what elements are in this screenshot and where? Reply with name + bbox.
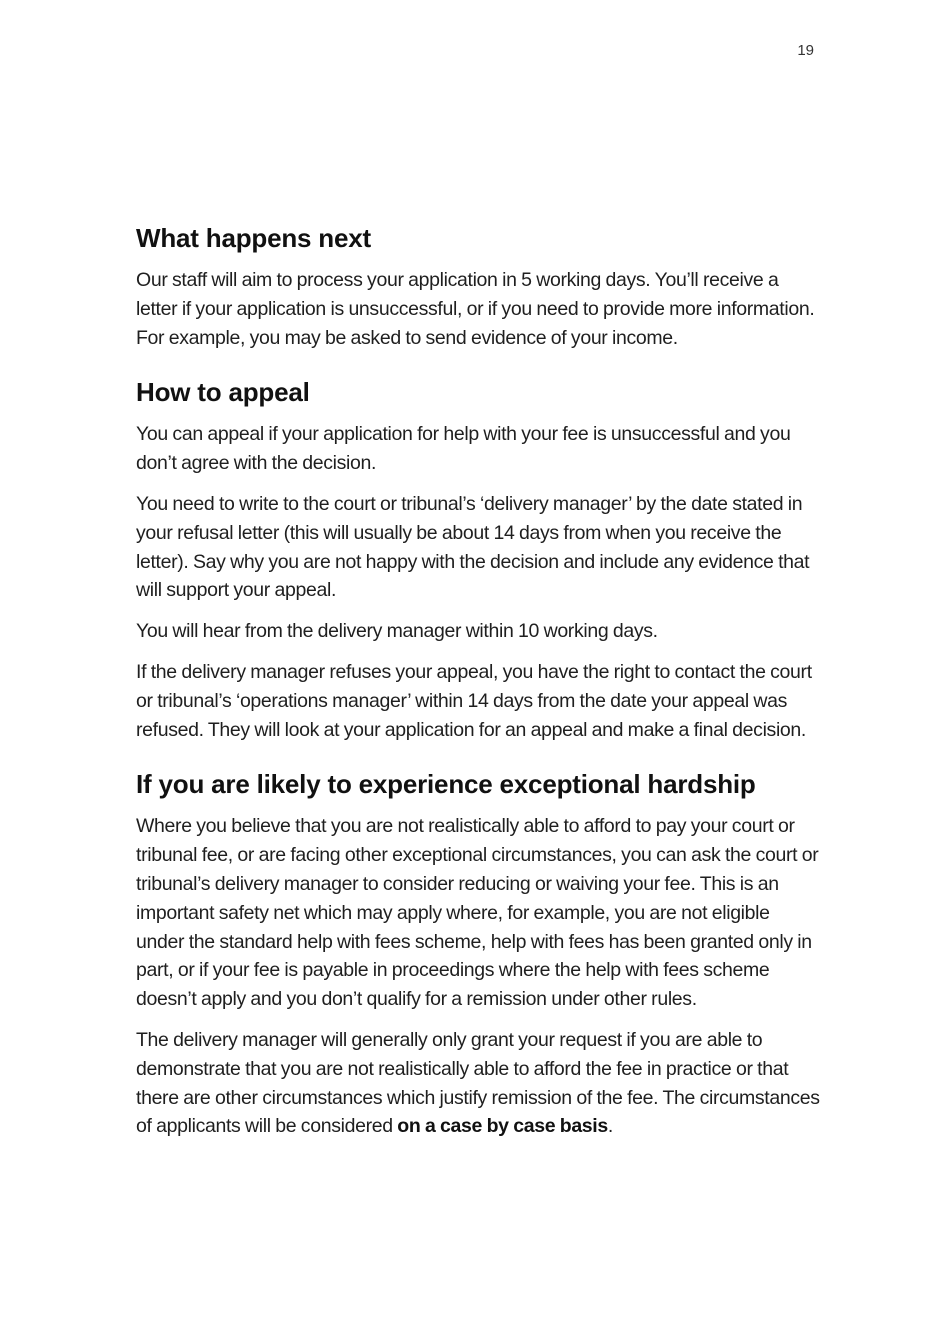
section-heading: What happens next <box>136 223 371 253</box>
paragraph: You need to write to the court or tribunal’s ‘delivery manager’ by the date stated in your refusal letter (this will usually be about 14 days from when you receive the letter). Say why you are not happy with the decision and include any evidence that will support your appeal. <box>136 492 810 602</box>
section-exceptional-hardship <box>136 768 822 1141</box>
paragraph: If the delivery manager refuses your appeal, you have the right to contact the court or tribunal’s ‘operations manager’ within 14 days from the date your appeal was refused. They will look at your application for an appeal and make a final decision. <box>136 660 812 741</box>
paragraph: Where you believe that you are not realistically able to afford to pay your court or tribunal fee, or are facing other exceptional circumstances, you can ask the court or tribunal’s delivery manager to consider reducing or waiving your fee. This is an important safety net which may apply where, for example, you are not eligible under the standard help with fees scheme, help with fees has been granted only in part, or if your fee is payable in proceedings where the help with fees scheme doesn’t apply and you don’t qualify for a remission under other rules. <box>136 815 819 1011</box>
document-body <box>136 222 822 1153</box>
paragraph: You can appeal if your application for help with your fee is unsuccessful and you don’t agree with the decision. <box>136 423 791 475</box>
section-what-happens-next <box>136 222 822 352</box>
section-how-to-appeal <box>136 376 822 744</box>
paragraph: Our staff will aim to process your application in 5 working days. You’ll receive a letter if your application is unsuccessful, or if you need to provide more information. For example, you may be asked to send evidence of your income. <box>136 269 815 349</box>
emphasis-text: on a case by case basis <box>397 1115 608 1138</box>
paragraph-text: The delivery manager will generally only grant your request if you are able to demonstrate that you are not realistically able to afford the fee in practice or that there are other circumstances which justify remission of the fee. The circumstances of applicants will be considered <box>136 1028 820 1138</box>
paragraph: You will hear from the delivery manager within 10 working days. <box>136 620 658 643</box>
paragraph-end: . <box>607 1115 613 1138</box>
section-heading: How to appeal <box>136 377 310 408</box>
final-paragraph <box>136 1026 822 1141</box>
page-number: 19 <box>797 42 814 59</box>
section-heading: If you are likely to experience exceptional hardship <box>136 769 756 800</box>
